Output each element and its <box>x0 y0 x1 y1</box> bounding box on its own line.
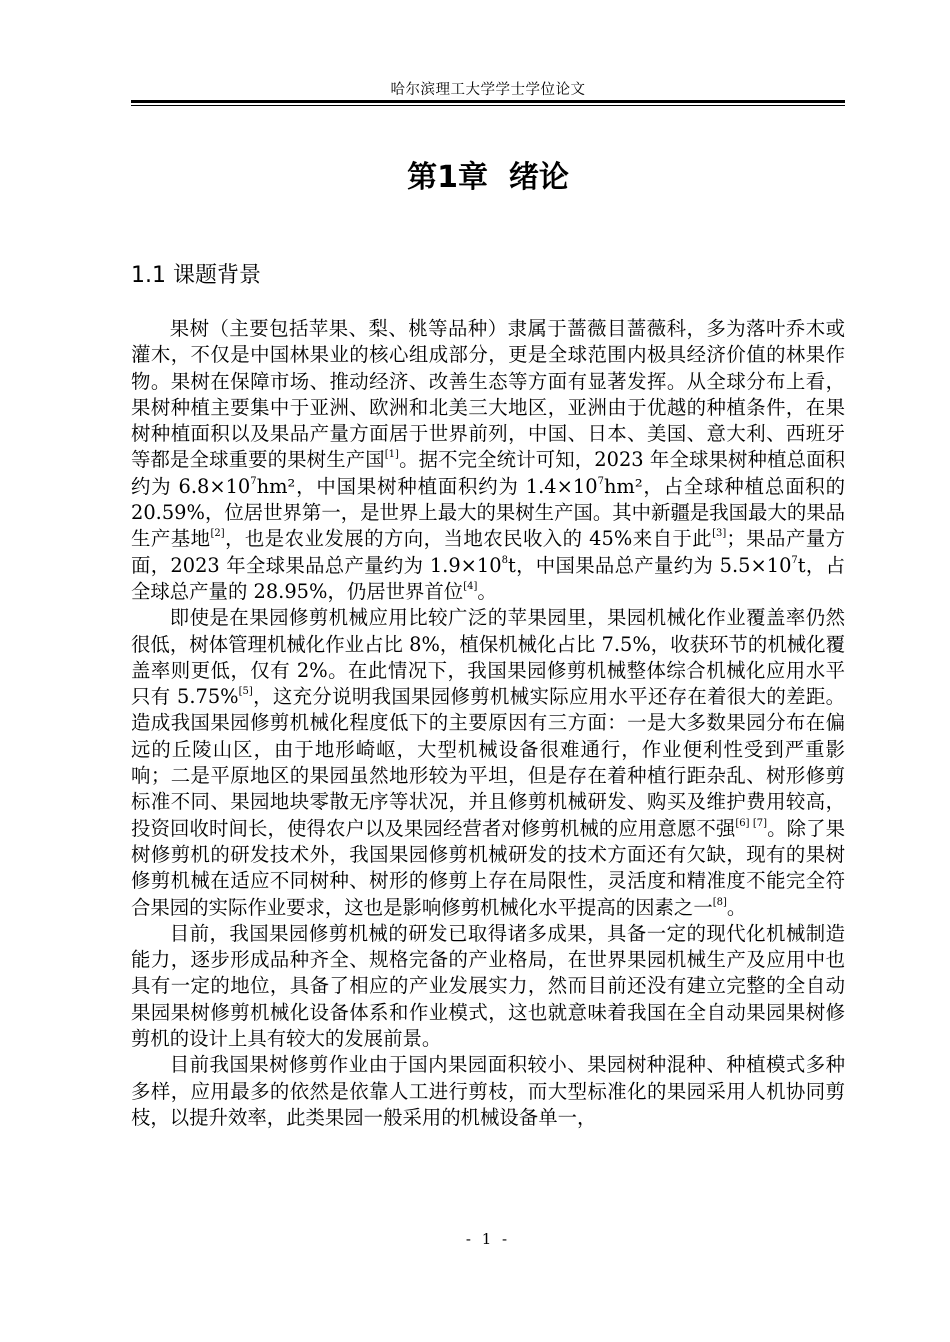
page-number: - 1 - <box>465 1230 511 1248</box>
text-run: 。除了果树修剪机的研发技术外，我国果园修剪机械研发的技术方面还有欠缺，现有的果树修剪机械在适应不同树种、树形的修剪上存在局限性，灵活度和精准度不能完全符合果园的实际作业要求，这也是影响修剪机械化水平提高的因素之一 <box>131 816 846 919</box>
text-run: ，也是农业发展的方向，当地农民收入的 45%来自于此 <box>224 527 713 551</box>
paragraph-2 <box>131 605 845 921</box>
exponent: 7 <box>791 554 798 566</box>
text-run: 。据不完全统计可知，2023 年全球果树种植总面积约为 6.8×10 <box>131 448 846 498</box>
citation-4: [4] <box>463 580 478 592</box>
header-rule-thick <box>131 100 845 103</box>
citation-3: [3] <box>712 528 727 540</box>
section-title: 1.1 课题背景 <box>131 263 261 288</box>
running-header: 哈尔滨理工大学学士学位论文 <box>390 82 586 98</box>
citation-1: [1] <box>384 449 399 461</box>
exponent: 7 <box>597 475 604 487</box>
header-rule-thin <box>131 105 845 106</box>
citation-6-7: [6] [7] <box>735 817 768 829</box>
text-run: 果树（主要包括苹果、梨、桃等品种）隶属于蔷薇目蔷薇科，多为落叶乔木或灌木，不仅是中国林果业的核心组成部分，更是全球范围内极具经济价值的林果作物。果树在保障市场、推动经济、改善生态等方面有显著发挥。从全球分布上看，果树种植主要集中于亚洲、欧洲和北美三大地区，亚洲由于优越的种植条件，在果树种植面积以及果品产量方面居于世界前列，中国、日本、美国、意大利、西班牙等都是全球重要的果树生产国 <box>131 317 845 472</box>
paragraph-4: 目前我国果树修剪作业由于国内果园面积较小、果园树种混种、种植模式多种多样，应用最多的依然是依靠人工进行剪枝，而大型标准化的果园采用人机协同剪枝，以提升效率，此类果园一般采用的机械设备单一， <box>131 1053 845 1129</box>
text-run: hm²，中国果树种植面积约为 1.4×10 <box>256 474 598 498</box>
text-run: ，这充分说明我国果园修剪机械实际应用水平还存在着很大的差距。造成我国果园修剪机械化程度低下的主要原因有三方面：一是大多数果园分布在偏远的丘陵山区，由于地形崎岖，大型机械设备很难通行，作业便利性受到严重影响；二是平原地区的果园虽然地形较为平坦，但是存在着种植行距杂乱、树形修剪标准不同、果园地块零散无序等状况，并且修剪机械研发、购买及维护费用较高，投资回收时间长，使得农户以及果园经营者对修剪机械的应用意愿不强 <box>131 685 846 840</box>
text-run: t，中国果品总产量约为 5.5×10 <box>507 553 792 577</box>
text-run: 。 <box>726 895 747 919</box>
text-run: t，占全球总产量的 28.95%，仍居世界首位 <box>131 553 846 603</box>
text-run: 。 <box>477 579 497 603</box>
citation-5: [5] <box>238 686 253 698</box>
text-run: ；果品产量方面，2023 年全球果品总产量约为 1.9×10 <box>131 527 846 577</box>
paragraph-3: 目前，我国果园修剪机械的研发已取得诸多成果，具备一定的现代化机械制造能力，逐步形成品种齐全、规格完备的产业格局，在世界果园机械生产及应用中也具有一定的地位，具备了相应的产业发展实力，然而目前还没有建立完整的全自动果园果树修剪机械化设备体系和作业模式，这也就意味着我国在全自动果园果树修剪机的设计上具有较大的发展前景。 <box>131 921 845 1051</box>
paragraph-1 <box>131 316 845 605</box>
body-text <box>131 316 845 1131</box>
text-run: 即使是在果园修剪机械应用比较广泛的苹果园里，果园机械化作业覆盖率仍然很低，树体管理机械化作业占比 8%，植保机械化占比 7.5%，收获环节的机械化覆盖率则更低，仅有 2%。在此情况下，我国果园修剪机械整体综合机械化应用水平只有 5.75% <box>131 606 845 709</box>
citation-8: [8] <box>712 896 727 908</box>
text-run: hm²，占全球种植总面积的 20.59%，位居世界第一，是世界上最大的果树生产国。其中新疆是我国最大的果品生产基地 <box>131 474 845 551</box>
chapter-title: 第1章 绪论 <box>407 160 569 195</box>
exponent: 8 <box>501 554 508 566</box>
exponent: 7 <box>250 475 257 487</box>
citation-2: [2] <box>210 528 225 540</box>
